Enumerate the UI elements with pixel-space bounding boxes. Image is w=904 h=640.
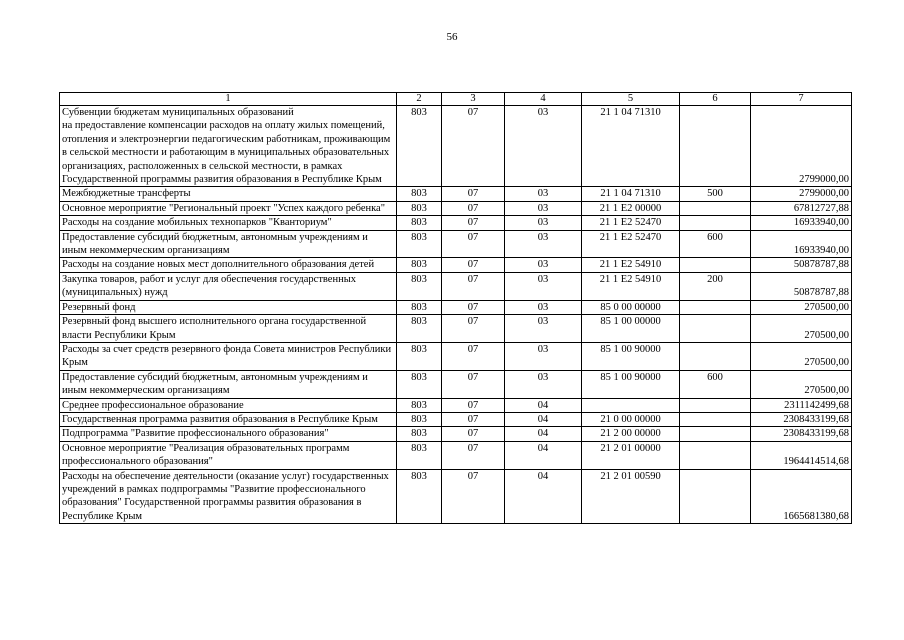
row-amount-cell: 50878787,88: [751, 258, 852, 272]
header-cell-4: 4: [505, 93, 582, 106]
row-name-cell: Предоставление субсидий бюджетным, автономным учреждениям и иным некоммерческим организациям: [60, 230, 397, 258]
table-row: [60, 398, 852, 412]
row-ministry-cell: 803: [397, 201, 442, 215]
row-section-cell: 07: [442, 201, 505, 215]
row-amount-cell: 1964414514,68: [751, 441, 852, 469]
row-target-article-cell: 85 1 00 90000: [582, 370, 680, 398]
row-subsection-cell: 03: [505, 216, 582, 230]
row-section-cell: 07: [442, 370, 505, 398]
row-amount-cell: 2799000,00: [751, 187, 852, 201]
row-name-cell: Расходы на обеспечение деятельности (оказание услуг) государственных учреждений в рамках подпрограммы "Развитие профессионального образования" Государственной программы развития образования в Республике Крым: [60, 469, 397, 524]
row-amount-cell: 2308433199,68: [751, 427, 852, 441]
row-expense-type-cell: 600: [680, 230, 751, 258]
row-amount-cell: 270500,00: [751, 300, 852, 314]
row-name-cell: Резервный фонд высшего исполнительного органа государственной власти Республики Крым: [60, 315, 397, 343]
table-row: [60, 300, 852, 314]
row-subsection-cell: 03: [505, 230, 582, 258]
row-amount-cell: 270500,00: [751, 315, 852, 343]
row-subsection-cell: 04: [505, 412, 582, 426]
row-expense-type-cell: [680, 469, 751, 524]
row-target-article-cell: 21 1 E2 52470: [582, 216, 680, 230]
row-subsection-cell: 03: [505, 300, 582, 314]
row-amount-cell: 2308433199,68: [751, 412, 852, 426]
row-amount-cell: 270500,00: [751, 370, 852, 398]
row-expense-type-cell: [680, 342, 751, 370]
table-row: [60, 427, 852, 441]
table-row: [60, 187, 852, 201]
row-ministry-cell: 803: [397, 187, 442, 201]
table-row: [60, 272, 852, 300]
row-ministry-cell: 803: [397, 300, 442, 314]
row-ministry-cell: 803: [397, 272, 442, 300]
row-section-cell: 07: [442, 342, 505, 370]
row-target-article-cell: 85 1 00 00000: [582, 315, 680, 343]
row-subsection-cell: 03: [505, 272, 582, 300]
row-section-cell: 07: [442, 412, 505, 426]
row-ministry-cell: 803: [397, 230, 442, 258]
row-subsection-cell: 03: [505, 370, 582, 398]
table-header-row: [60, 93, 852, 106]
row-ministry-cell: 803: [397, 106, 442, 187]
row-name-cell: Расходы на создание мобильных технопарков "Кванториум": [60, 216, 397, 230]
row-expense-type-cell: [680, 106, 751, 187]
row-subsection-cell: 03: [505, 201, 582, 215]
row-expense-type-cell: 200: [680, 272, 751, 300]
row-name-cell: Резервный фонд: [60, 300, 397, 314]
row-name-cell: Основное мероприятие "Региональный проект "Успех каждого ребенка": [60, 201, 397, 215]
row-target-article-cell: [582, 398, 680, 412]
header-cell-5: 5: [582, 93, 680, 106]
row-expense-type-cell: [680, 412, 751, 426]
row-target-article-cell: 85 0 00 00000: [582, 300, 680, 314]
row-expense-type-cell: 500: [680, 187, 751, 201]
row-expense-type-cell: [680, 201, 751, 215]
row-target-article-cell: 21 1 E2 52470: [582, 230, 680, 258]
row-target-article-cell: 21 2 01 00590: [582, 469, 680, 524]
row-ministry-cell: 803: [397, 398, 442, 412]
row-amount-cell: 2311142499,68: [751, 398, 852, 412]
row-amount-cell: 1665681380,68: [751, 469, 852, 524]
header-cell-1: 1: [60, 93, 397, 106]
row-section-cell: 07: [442, 441, 505, 469]
row-section-cell: 07: [442, 258, 505, 272]
table-row: [60, 216, 852, 230]
row-subsection-cell: 03: [505, 258, 582, 272]
row-name-cell: Расходы на создание новых мест дополнительного образования детей: [60, 258, 397, 272]
row-target-article-cell: 21 2 00 00000: [582, 427, 680, 441]
row-target-article-cell: 21 1 04 71310: [582, 187, 680, 201]
row-expense-type-cell: [680, 398, 751, 412]
budget-table: [59, 92, 852, 524]
row-expense-type-cell: [680, 300, 751, 314]
row-section-cell: 07: [442, 315, 505, 343]
table-row: [60, 412, 852, 426]
row-ministry-cell: 803: [397, 469, 442, 524]
row-ministry-cell: 803: [397, 315, 442, 343]
row-subsection-cell: 03: [505, 187, 582, 201]
table-row: [60, 258, 852, 272]
row-name-cell: Подпрограмма "Развитие профессионального образования": [60, 427, 397, 441]
row-amount-cell: 67812727,88: [751, 201, 852, 215]
row-section-cell: 07: [442, 106, 505, 187]
row-ministry-cell: 803: [397, 412, 442, 426]
row-target-article-cell: 21 2 01 00000: [582, 441, 680, 469]
row-expense-type-cell: [680, 216, 751, 230]
header-cell-7: 7: [751, 93, 852, 106]
row-name-cell: Основное мероприятие "Реализация образовательных программ профессионального образования": [60, 441, 397, 469]
row-expense-type-cell: 600: [680, 370, 751, 398]
row-amount-cell: 2799000,00: [751, 106, 852, 187]
row-section-cell: 07: [442, 300, 505, 314]
row-name-cell: Субвенции бюджетам муниципальных образований на предоставление компенсации расходов на оплату жилых помещений, отопления и электроэнергии педагогическим работникам, проживающим в сельской местности и работающим в муниципальных образовательных организациях, расположенных в сельской местности, в рамках Государственной программы развития образования в Республике Крым: [60, 106, 397, 187]
row-subsection-cell: 04: [505, 427, 582, 441]
header-cell-3: 3: [442, 93, 505, 106]
row-expense-type-cell: [680, 427, 751, 441]
row-expense-type-cell: [680, 315, 751, 343]
row-name-cell: Межбюджетные трансферты: [60, 187, 397, 201]
row-name-cell: Государственная программа развития образования в Республике Крым: [60, 412, 397, 426]
row-subsection-cell: 03: [505, 106, 582, 187]
row-name-cell: Предоставление субсидий бюджетным, автономным учреждениям и иным некоммерческим организациям: [60, 370, 397, 398]
row-ministry-cell: 803: [397, 370, 442, 398]
table-row: [60, 230, 852, 258]
row-ministry-cell: 803: [397, 441, 442, 469]
row-section-cell: 07: [442, 216, 505, 230]
row-ministry-cell: 803: [397, 258, 442, 272]
row-amount-cell: 16933940,00: [751, 216, 852, 230]
table-row: [60, 201, 852, 215]
row-name-cell: Закупка товаров, работ и услуг для обеспечения государственных (муниципальных) нужд: [60, 272, 397, 300]
row-amount-cell: 270500,00: [751, 342, 852, 370]
table-row: [60, 106, 852, 187]
row-target-article-cell: 85 1 00 90000: [582, 342, 680, 370]
row-ministry-cell: 803: [397, 427, 442, 441]
row-name-cell: Среднее профессиональное образование: [60, 398, 397, 412]
row-subsection-cell: 04: [505, 398, 582, 412]
row-amount-cell: 16933940,00: [751, 230, 852, 258]
row-section-cell: 07: [442, 230, 505, 258]
row-subsection-cell: 04: [505, 469, 582, 524]
row-subsection-cell: 03: [505, 342, 582, 370]
row-target-article-cell: 21 1 E2 54910: [582, 258, 680, 272]
header-cell-6: 6: [680, 93, 751, 106]
row-section-cell: 07: [442, 272, 505, 300]
table-row: [60, 342, 852, 370]
table-row: [60, 469, 852, 524]
page-number: 56: [446, 31, 458, 43]
row-name-cell: Расходы за счет средств резервного фонда Совета министров Республики Крым: [60, 342, 397, 370]
row-ministry-cell: 803: [397, 216, 442, 230]
row-section-cell: 07: [442, 398, 505, 412]
row-amount-cell: 50878787,88: [751, 272, 852, 300]
row-subsection-cell: 04: [505, 441, 582, 469]
row-expense-type-cell: [680, 441, 751, 469]
row-target-article-cell: 21 1 E2 54910: [582, 272, 680, 300]
row-target-article-cell: 21 0 00 00000: [582, 412, 680, 426]
table-row: [60, 370, 852, 398]
row-subsection-cell: 03: [505, 315, 582, 343]
row-expense-type-cell: [680, 258, 751, 272]
row-section-cell: 07: [442, 427, 505, 441]
table-row: [60, 441, 852, 469]
row-ministry-cell: 803: [397, 342, 442, 370]
row-section-cell: 07: [442, 187, 505, 201]
header-cell-2: 2: [397, 93, 442, 106]
row-target-article-cell: 21 1 04 71310: [582, 106, 680, 187]
row-section-cell: 07: [442, 469, 505, 524]
row-target-article-cell: 21 1 E2 00000: [582, 201, 680, 215]
table-row: [60, 315, 852, 343]
